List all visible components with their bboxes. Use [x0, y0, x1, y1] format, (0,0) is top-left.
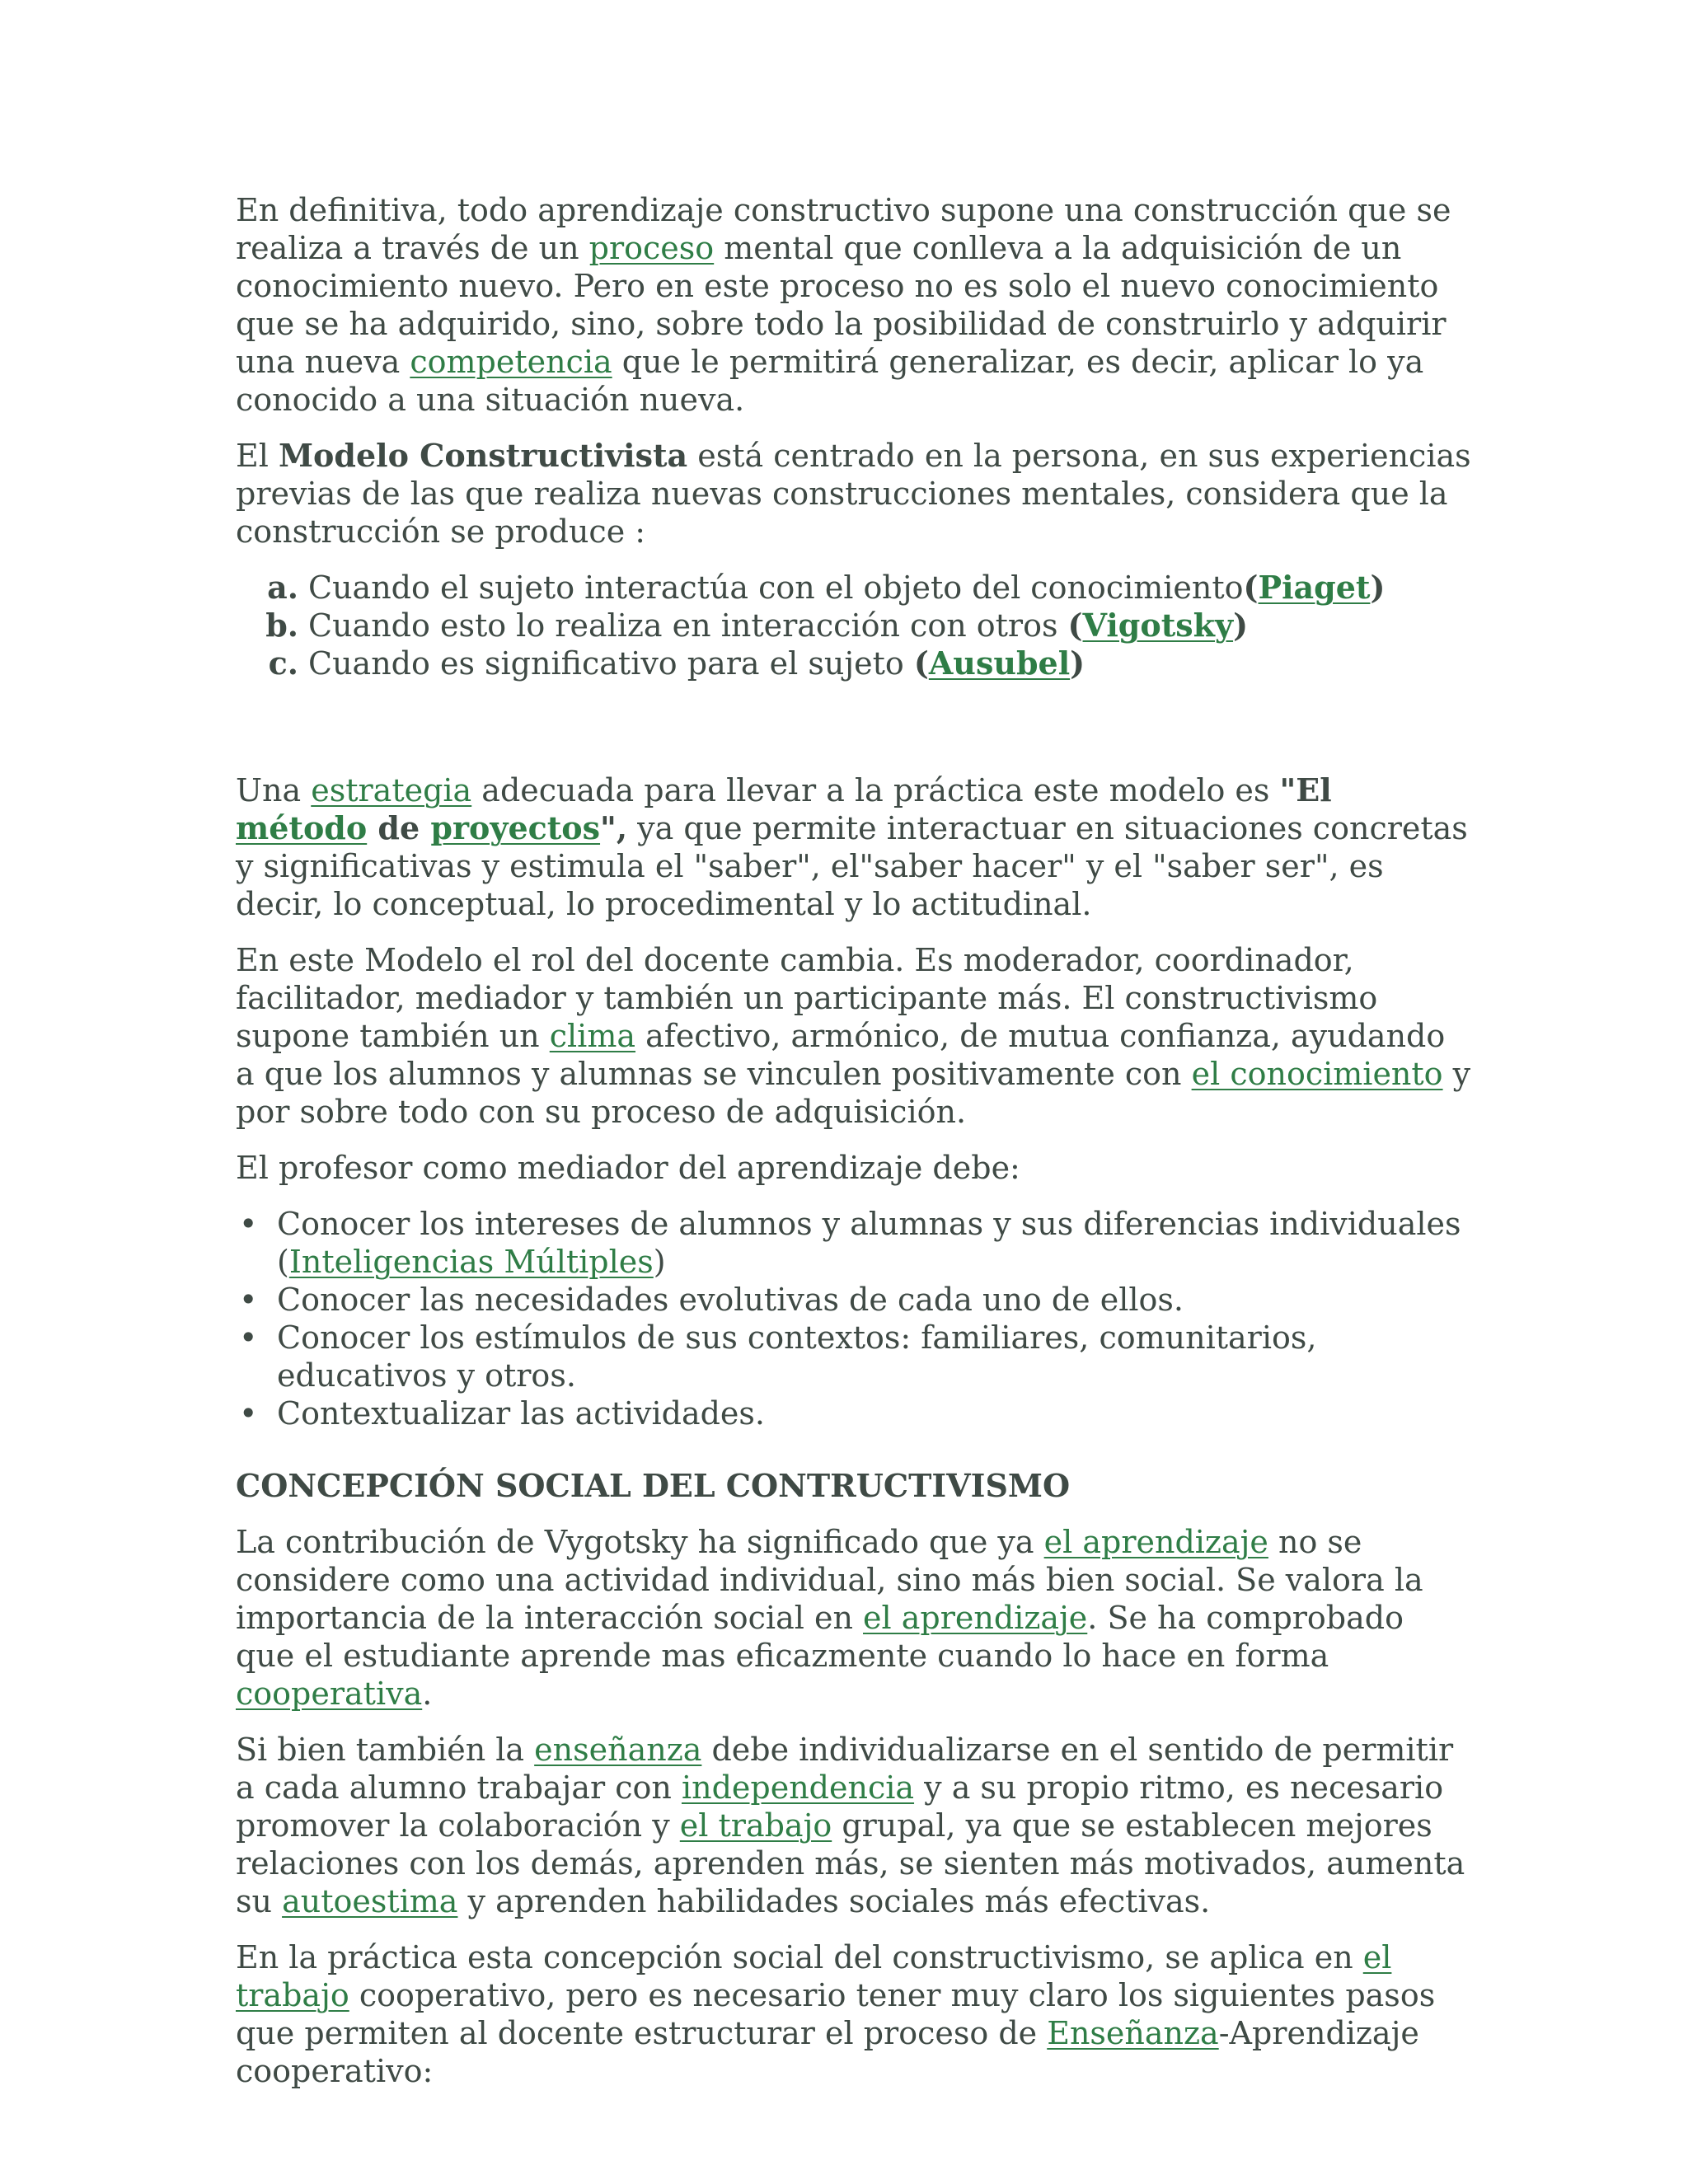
link-estrategia[interactable]: estrategia — [311, 772, 472, 808]
document-page — [236, 191, 1472, 2108]
link-el-aprendizaje-2[interactable]: el aprendizaje — [863, 1600, 1088, 1636]
link-el-trabajo[interactable]: el trabajo — [679, 1807, 832, 1844]
list-item: c. Cuando es significativo para el sujeto (Ausubel) — [268, 644, 1085, 682]
spacer — [236, 1451, 1472, 1467]
list-marker: b. — [265, 607, 298, 644]
link-ensenanza-2[interactable]: Enseñanza — [1047, 2015, 1219, 2051]
paragraph-cooperative-work: En la práctica esta concepción social del constructivismo, se aplica en el trabajo cooperativo, pero es necesario tener muy claro los siguientes pasos que permiten al docente estructurar el proceso de Enseñanza-Aprendizaje cooperativo: — [236, 1939, 1436, 2089]
link-ausubel[interactable]: Ausubel — [928, 644, 1071, 682]
link-proceso[interactable]: proceso — [588, 230, 715, 266]
link-piaget[interactable]: Piaget — [1258, 569, 1371, 606]
paragraph-collaboration: Si bien también la enseñanza debe individualizarse en el sentido de permitir a cada alumno trabajar con independencia y a su propio ritmo, es necesario promover la colaboración y el trabajo grupal, ya que se establecen mejores relaciones con los demás, aprenden más, se sienten más motivados, aumenta su autoestima y aprenden habilidades sociales más efectivas. — [236, 1732, 1465, 1919]
paragraph-teacher-role: En este Modelo el rol del docente cambia. Es moderador, coordinador, facilitador, mediador y también un participante más. El constructivismo supone también un clima afectivo, armónico, de mutua confianza, ayudando a que los alumnos y alumnas se vinculen positivamente con el conocimiento y por sobre todo con su proceso de adquisición. — [236, 942, 1471, 1130]
paragraph-constructive-learning: En definitiva, todo aprendizaje constructivo supone una construcción que se realiza a través de un proceso mental que conlleva a la adquisición de un conocimiento nuevo. Pero en este proceso no es solo el nuevo conocimiento que se ha adquirido, sino, sobre todo la posibilidad de construirlo y adquirir una nueva competencia que le permitirá generalizar, es decir, aplicar lo ya conocido a una situación nueva. — [236, 192, 1451, 418]
link-autoestima[interactable]: autoestima — [282, 1883, 458, 1919]
link-metodo[interactable]: método — [236, 809, 368, 846]
list-item: a. Cuando el sujeto interactúa con el objeto del conocimiento(Piaget) — [267, 569, 1386, 606]
list-marker: a. — [267, 569, 298, 606]
list-item: • Conocer las necesidades evolutivas de cada uno de ellos. — [239, 1282, 1184, 1318]
link-cooperativa[interactable]: cooperativa — [236, 1675, 423, 1712]
link-vigotsky[interactable]: Vigotsky — [1082, 607, 1234, 644]
paragraph-mediator-intro: El profesor como mediador del aprendizaje debe: — [236, 1150, 1020, 1186]
link-ensenanza[interactable]: enseñanza — [534, 1732, 702, 1768]
list-marker: c. — [268, 644, 298, 682]
link-proyectos[interactable]: proyectos — [430, 809, 601, 846]
link-competencia[interactable]: competencia — [410, 344, 612, 380]
list-item: • Conocer los intereses de alumnos y alumnas y sus diferencias individuales (Inteligencias Múltiples) — [239, 1206, 1461, 1280]
list-item: • Conocer los estímulos de sus contextos: familiares, comunitarios, educativos y otros. — [239, 1319, 1317, 1394]
link-inteligencias-multiples[interactable]: Inteligencias Múltiples — [288, 1244, 654, 1280]
alpha-list — [236, 569, 1472, 682]
link-el-trabajo-2[interactable]: el trabajo — [236, 1939, 1392, 2013]
paragraph-project-method: Una estrategia adecuada para llevar a la práctica este modelo es "El método de proyectos", ya que permite interactuar en situaciones concretas y significativas y estimula el "saber", el"saber hacer" y el "saber ser", es decir, lo conceptual, lo procedimental y lo actitudinal. — [236, 771, 1468, 922]
bullet-icon: • — [239, 1395, 258, 1432]
list-item: • Contextualizar las actividades. — [239, 1395, 765, 1432]
bullet-icon: • — [239, 1319, 258, 1356]
bullet-list — [236, 1205, 1472, 1432]
link-el-conocimiento[interactable]: el conocimiento — [1191, 1056, 1443, 1092]
section-heading: CONCEPCIÓN SOCIAL DEL CONTRUCTIVISMO — [236, 1467, 1071, 1504]
list-item: b. Cuando esto lo realiza en interacción con otros (Vigotsky) — [265, 607, 1249, 644]
bold-modelo-constructivista: Modelo Constructivista — [278, 437, 688, 474]
link-clima[interactable]: clima — [549, 1018, 636, 1054]
bullet-icon: • — [239, 1282, 258, 1318]
paragraph-constructivist-model: El Modelo Constructivista está centrado en la persona, en sus experiencias previas de las que realiza nuevas construcciones mentales, considera que la construcción se produce : — [236, 437, 1471, 550]
link-independencia[interactable]: independencia — [681, 1769, 915, 1806]
link-el-aprendizaje[interactable]: el aprendizaje — [1043, 1524, 1268, 1560]
spacer — [236, 701, 1472, 771]
paragraph-vygotsky: La contribución de Vygotsky ha significado que ya el aprendizaje no se considere como una actividad individual, sino más bien social. Se valora la importancia de la interacción social en el aprendizaje. Se ha comprobado que el estudiante aprende mas eficazmente cuando lo hace en forma cooperativa. — [236, 1524, 1423, 1712]
bullet-icon: • — [239, 1206, 258, 1242]
